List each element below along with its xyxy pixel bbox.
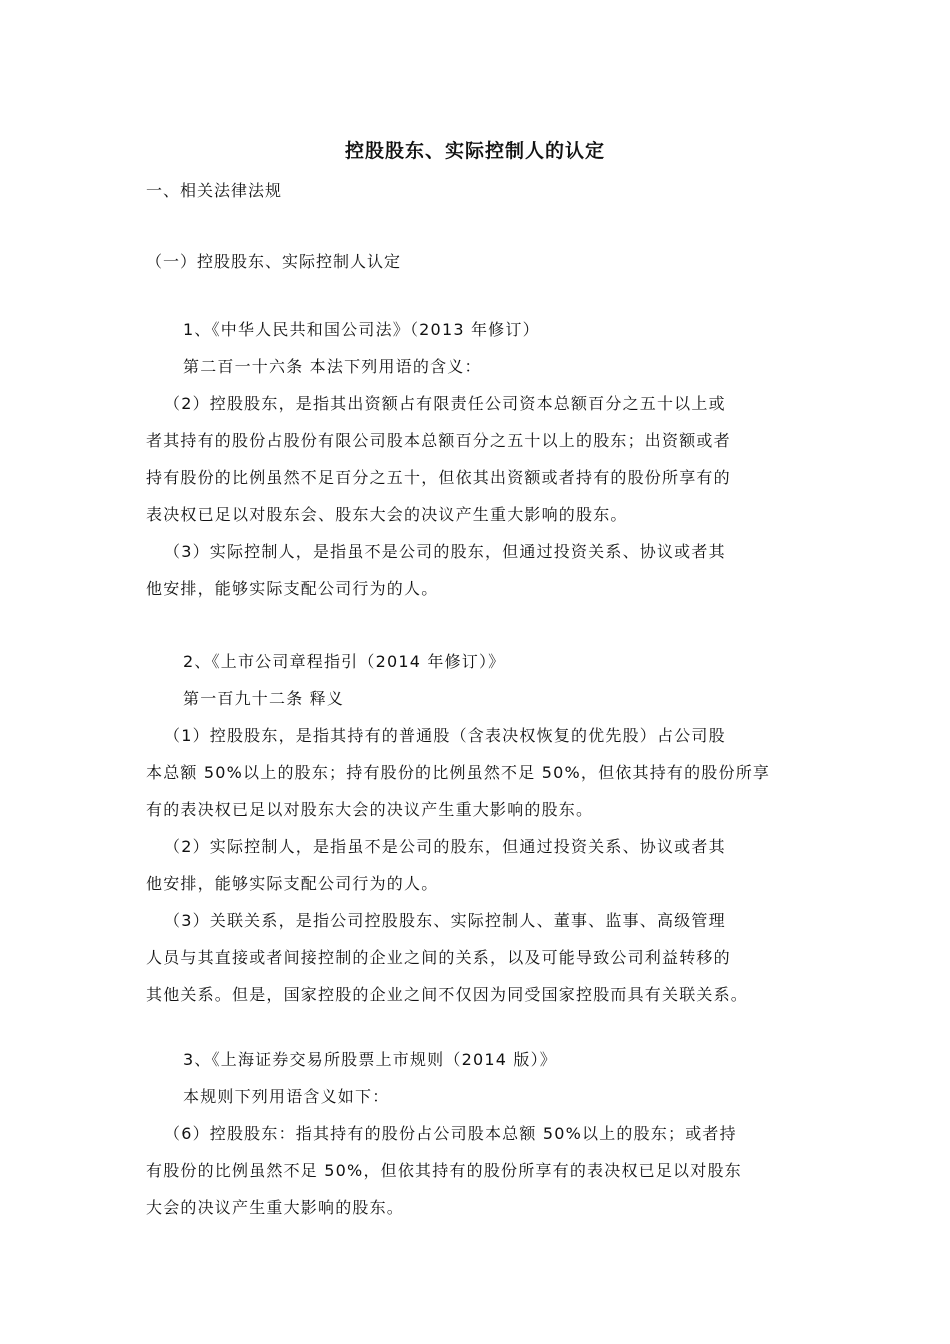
source-title: 2、《上市公司章程指引（2014 年修订）》	[183, 652, 506, 671]
section-company-law	[146, 311, 808, 607]
paragraph-line: 持有股份的比例虽然不足百分之五十，但依其出资额或者持有的股份所享有的	[146, 468, 731, 487]
article-heading: 第二百一十六条 本法下列用语的含义：	[183, 357, 482, 376]
paragraph-line: 有股份的比例虽然不足 50%，但依其持有的股份所享有的表决权已足以对股东	[146, 1161, 742, 1180]
paragraph-line: （3）实际控制人，是指虽不是公司的股东，但通过投资关系、协议或者其	[164, 542, 726, 561]
section-listing-rules	[146, 1041, 808, 1226]
article-heading: 本规则下列用语含义如下：	[183, 1087, 390, 1106]
paragraph-line: 人员与其直接或者间接控制的企业之间的关系，以及可能导致公司利益转移的	[146, 948, 731, 967]
paragraph-line: 有的表决权已足以对股东大会的决议产生重大影响的股东。	[146, 800, 594, 819]
heading-identification: （一）控股股东、实际控制人认定	[146, 252, 402, 271]
document-title: 控股股东、实际控制人的认定	[344, 140, 605, 162]
paragraph-line: 他安排，能够实际支配公司行为的人。	[146, 874, 439, 893]
paragraph-line: （2）实际控制人，是指虽不是公司的股东，但通过投资关系、协议或者其	[164, 837, 726, 856]
paragraph-line: 大会的决议产生重大影响的股东。	[146, 1198, 405, 1217]
paragraph-line: （2）控股股东，是指其出资额占有限责任公司资本总额百分之五十以上或	[164, 394, 726, 413]
paragraph-line: （3）关联关系，是指公司控股股东、实际控制人、董事、监事、高级管理	[164, 911, 726, 930]
article-heading: 第一百九十二条 释义	[183, 689, 345, 708]
source-title: 3、《上海证券交易所股票上市规则（2014 版）》	[183, 1050, 557, 1069]
paragraph-line: 表决权已足以对股东会、股东大会的决议产生重大影响的股东。	[146, 505, 628, 524]
paragraph-line: （1）控股股东，是指其持有的普通股（含表决权恢复的优先股）占公司股	[164, 726, 726, 745]
heading-laws: 一、相关法律法规	[146, 181, 283, 200]
section-articles-guidelines	[146, 643, 808, 1013]
paragraph-line: 其他关系。但是，国家控股的企业之间不仅因为同受国家控股而具有关联关系。	[146, 985, 749, 1004]
paragraph-line: 本总额 50%以上的股东；持有股份的比例虽然不足 50%，但依其持有的股份所享	[146, 763, 771, 782]
paragraph-line: （6）控股股东：指其持有的股份占公司股本总额 50%以上的股东；或者持	[164, 1124, 737, 1143]
source-title: 1、《中华人民共和国公司法》（2013 年修订）	[183, 320, 540, 339]
paragraph-line: 者其持有的股份占股份有限公司股本总额百分之五十以上的股东；出资额或者	[146, 431, 731, 450]
paragraph-line: 他安排，能够实际支配公司行为的人。	[146, 579, 439, 598]
